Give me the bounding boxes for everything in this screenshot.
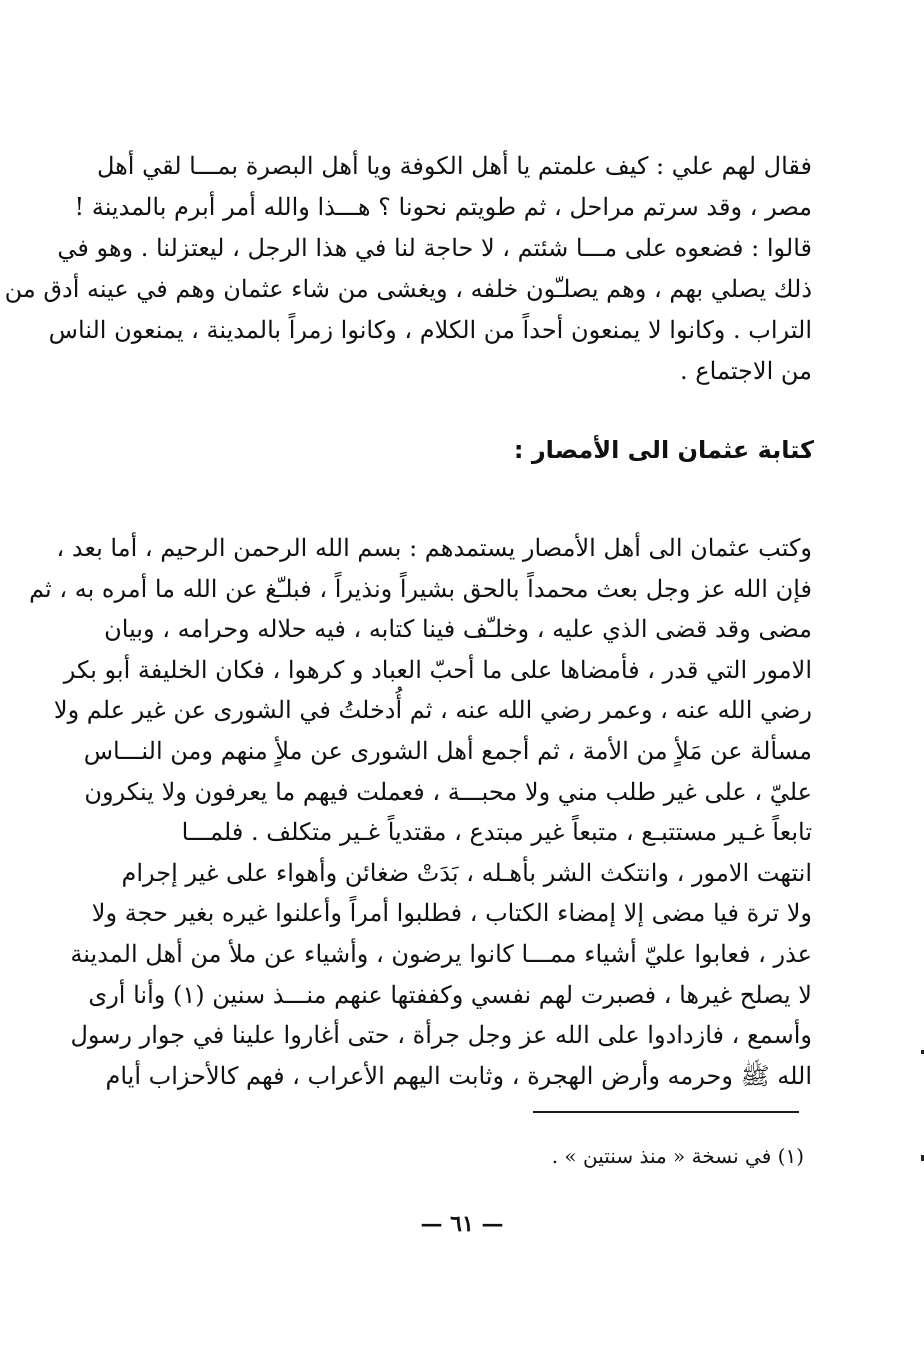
paragraph-ali-response bbox=[4, 146, 812, 391]
footnote-divider bbox=[533, 1111, 799, 1113]
text-line: الامور التي قدر ، فأمضاها على ما أحبّ العباد و كرهوا ، فكان الخليفة أبو بكر bbox=[63, 655, 812, 684]
text-line: تابعاً غـير مستتبـع ، متبعاً غير مبتدع ، مقتدياً غـير متكلف . فلمـــا bbox=[181, 818, 812, 847]
text-line: ولا ترة فيا مضى إلا إمضاء الكتاب ، فطلبوا أمراً وأعلنوا غيره بغير حجة ولا bbox=[91, 899, 812, 928]
page-number: — ٦١ — bbox=[420, 1211, 504, 1237]
text-line: عذر ، فعابوا عليّ أشياء ممـــا كانوا يرضون ، وأشياء عن ملأ من أهل المدينة bbox=[70, 939, 812, 968]
text-line: فإن الله عز وجل بعث محمداً بالحق بشيراً ونذيراً ، فبلـّغ عن الله ما أمره به ، ثم bbox=[29, 574, 812, 603]
text-line: رضي الله عنه ، وعمر رضي الله عنه ، ثم أُدخلتُ في الشورى عن غير علم ولا bbox=[53, 696, 812, 725]
text-line: التراب . وكانوا لا يمنعون أحداً من الكلام ، وكانوا زمراً بالمدينة ، يمنعون الناس bbox=[48, 315, 812, 344]
text-line: قالوا : فضعوه على مـــا شئتم ، لا حاجة لنا في هذا الرجل ، ليعتزلنا . وهو في bbox=[57, 233, 812, 262]
text-line: وأسمع ، فازدادوا على الله عز وجل جرأة ، حتى أغاروا علينا في جوار رسول bbox=[70, 1021, 812, 1050]
text-line: عليّ ، على غير طلب مني ولا محبـــة ، فعملت فيهم ما يعرفون ولا ينكرون bbox=[84, 777, 812, 806]
section-heading: كتابة عثمان الى الأمصار : bbox=[513, 436, 814, 464]
text-line: مضى وقد قضى الذي عليه ، وخلـّف فينا كتابه ، فيه حلاله وحرامه ، وبيان bbox=[104, 615, 812, 644]
text-line: انتهت الامور ، وانتكث الشر بأهـله ، بَدَتْ ضغائن وأهواء على غير إجرام bbox=[121, 858, 812, 887]
text-line: ذلك يصلي بهم ، وهم يصلـّون خلفه ، ويغشى من شاء عثمان وهم في عينه أدق من bbox=[4, 274, 812, 303]
paragraph-uthman-letter bbox=[29, 528, 812, 1096]
text-line: لا يصلح غيرها ، فصبرت لهم نفسي وكففتها عنهم منـــذ سنين (١) وأنا أرى bbox=[88, 980, 812, 1009]
text-line: فقال لهم علي : كيف علمتم يا أهل الكوفة ويا أهل البصرة بمـــا لقي أهل bbox=[96, 152, 812, 180]
text-line: الله ﷺ وحرمه وأرض الهجرة ، وثابت اليهم الأعراب ، فهم كالأحزاب أيام bbox=[105, 1061, 812, 1090]
text-line: وكتب عثمان الى أهل الأمصار يستمدهم : بسم الله الرحمن الرحيم ، أما بعد ، bbox=[56, 534, 812, 562]
text-line: من الاجتماع . bbox=[680, 356, 812, 385]
text-line: مصر ، وقد سرتم مراحل ، ثم طويتم نحونا ؟ هـــذا والله أمر أبرم بالمدينة ! bbox=[74, 192, 812, 221]
text-line: مسألة عن مَلأٍ من الأمة ، ثم أجمع أهل الشورى عن ملأٍ منهم ومن النـــاس bbox=[83, 736, 812, 765]
footnote: (١) في نسخة « منذ سنتين » . bbox=[551, 1144, 804, 1168]
